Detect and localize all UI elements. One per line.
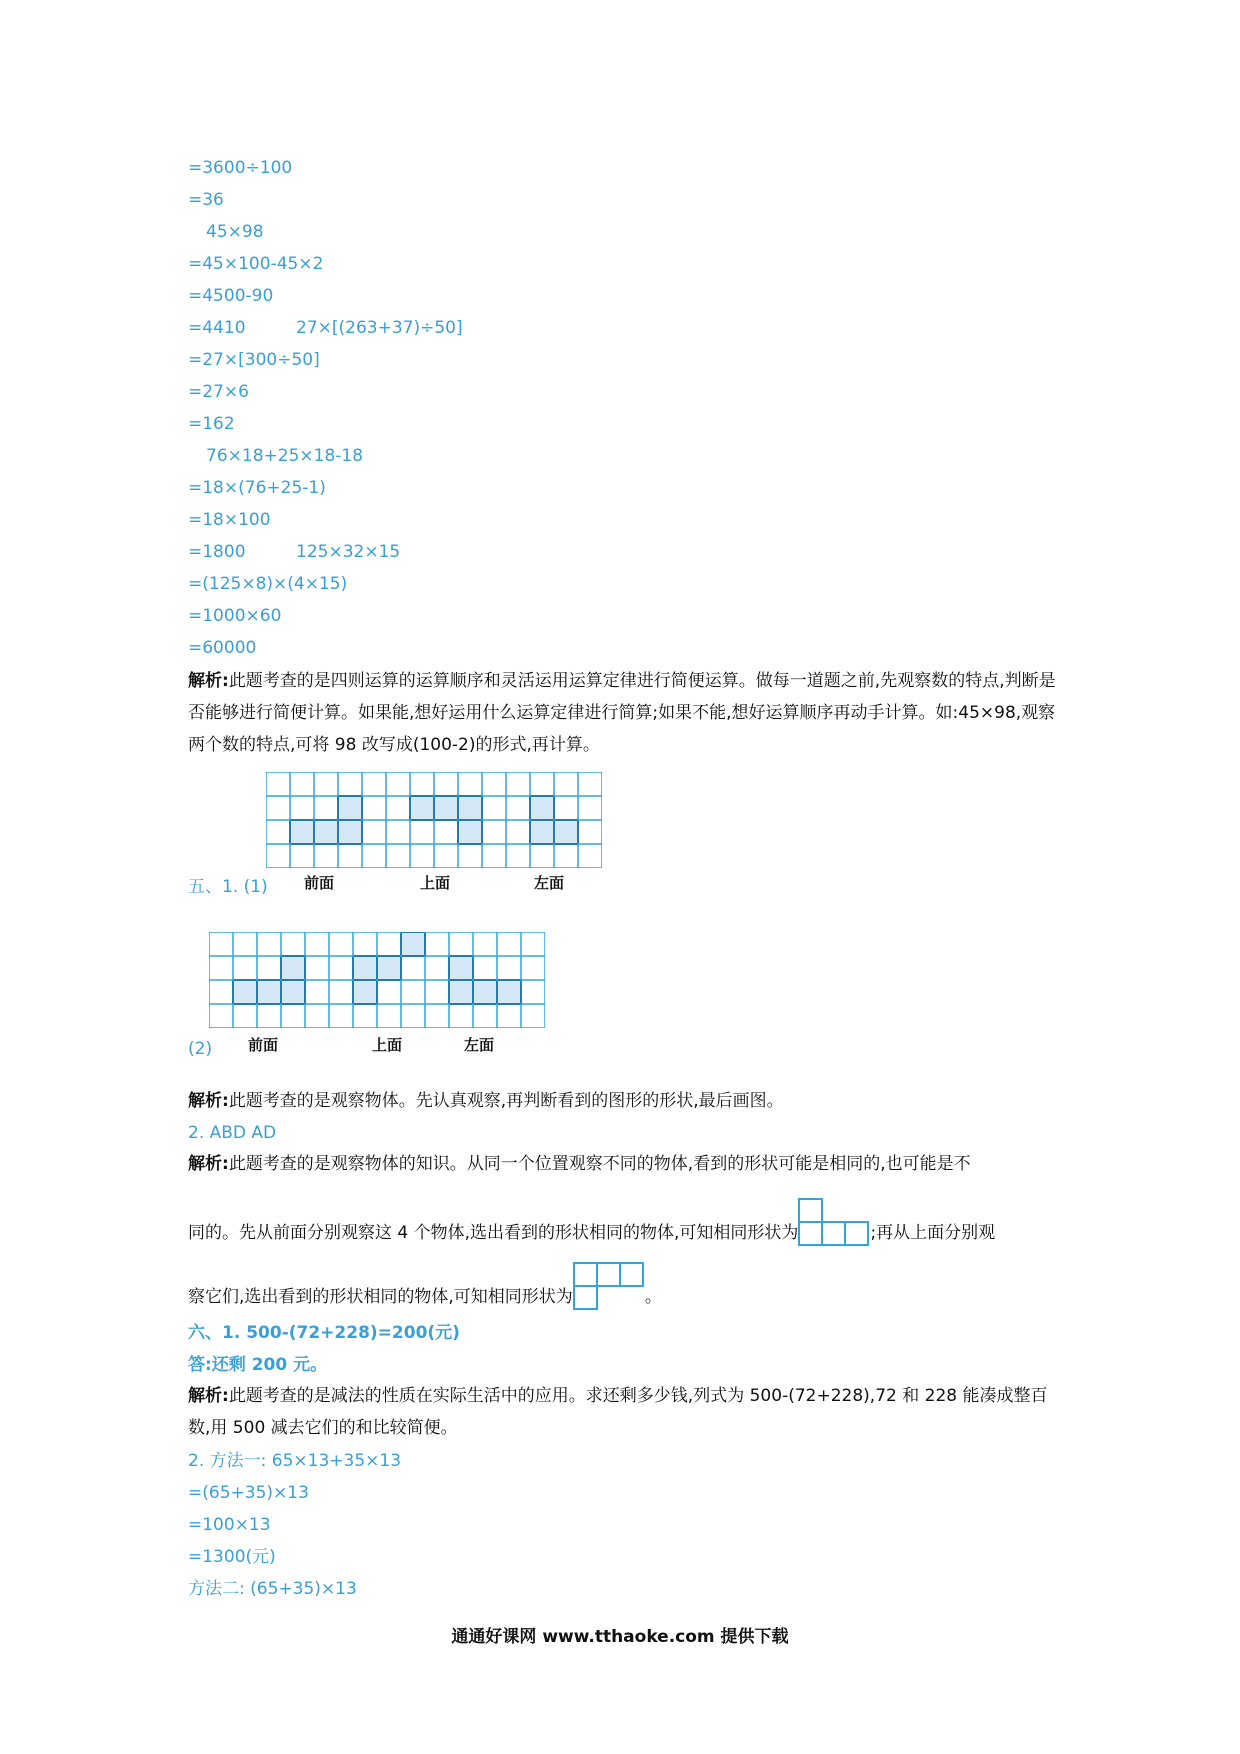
- view-grid-1: [266, 772, 602, 868]
- inverted-l-shape-figure: [573, 1262, 645, 1310]
- calc-line: =60000: [188, 638, 257, 658]
- method-line: 2. 方法一: 65×13+35×13: [188, 1451, 402, 1471]
- analysis-text: 察它们,选出看到的形状相同的物体,可知相同形状为: [188, 1287, 573, 1307]
- view-label-top: 上面: [372, 1036, 403, 1054]
- analysis-paragraph-cont: [188, 1262, 1058, 1310]
- question-line: 六、1. 500-(72+228)=200(元): [188, 1323, 460, 1343]
- calc-line: =36: [188, 190, 224, 210]
- calc-line: =45×100-45×2: [188, 254, 324, 274]
- analysis-text: 。: [644, 1287, 662, 1307]
- analysis-label: 解析:: [188, 1154, 229, 1174]
- calc-line: 76×18+25×18-18: [206, 446, 364, 466]
- view-label-front: 前面: [304, 874, 335, 892]
- analysis-paragraph: [188, 1148, 1058, 1180]
- calc-line: =(65+35)×13: [188, 1483, 309, 1503]
- l-shape-figure: [798, 1198, 870, 1246]
- calc-line: =1800: [188, 542, 246, 562]
- analysis-label: 解析:: [188, 1386, 229, 1406]
- method-line: 方法二: (65+35)×13: [188, 1579, 357, 1599]
- calc-line: =27×[300÷50]: [188, 350, 320, 370]
- answer-line: 2. ABD AD: [188, 1123, 277, 1143]
- calc-line: 27×[(263+37)÷50]: [296, 318, 463, 338]
- view-label-front: 前面: [248, 1036, 279, 1054]
- analysis-paragraph: [188, 1085, 1058, 1117]
- analysis-text: 此题考查的是减法的性质在实际生活中的应用。求还剩多少钱,列式为 500-(72+228),72 和 228 能凑成整百数,用 500 减去它们的和比较简便。: [188, 1386, 1048, 1438]
- calc-line: =(125×8)×(4×15): [188, 574, 348, 594]
- calc-line: =162: [188, 414, 235, 434]
- calc-line: =4500-90: [188, 286, 274, 306]
- calc-line: 125×32×15: [296, 542, 401, 562]
- analysis-paragraph: [188, 665, 1058, 761]
- page-footer: 通通好课网 www.tthaoke.com 提供下载: [451, 1627, 789, 1647]
- view-label-left: 左面: [534, 874, 565, 892]
- calc-line: =3600÷100: [188, 158, 293, 178]
- calc-line: 45×98: [206, 222, 264, 242]
- view-label-left: 左面: [464, 1036, 495, 1054]
- view-label-top: 上面: [420, 874, 451, 892]
- analysis-text: ;再从上面分别观: [870, 1223, 996, 1243]
- question-label: (2): [188, 1039, 213, 1059]
- answer-line: 答:还剩 200 元。: [188, 1355, 328, 1375]
- analysis-paragraph-cont: [188, 1198, 1058, 1246]
- calc-line: =18×(76+25-1): [188, 478, 326, 498]
- analysis-text: 此题考查的是观察物体的知识。从同一个位置观察不同的物体,看到的形状可能是相同的,也可能是不: [228, 1154, 971, 1174]
- calc-line: =27×6: [188, 382, 249, 402]
- analysis-text: 此题考查的是观察物体。先认真观察,再判断看到的图形的形状,最后画图。: [228, 1091, 784, 1111]
- analysis-paragraph: [188, 1380, 1058, 1444]
- calc-line: =4410: [188, 318, 246, 338]
- calc-line: =1300(元): [188, 1547, 276, 1567]
- question-label: 五、1. (1): [188, 877, 268, 897]
- calc-line: =100×13: [188, 1515, 271, 1535]
- view-grid-2: [209, 932, 545, 1028]
- analysis-label: 解析:: [188, 671, 229, 691]
- analysis-text: 此题考查的是四则运算的运算顺序和灵活运用运算定律进行简便运算。做每一道题之前,先观察数的特点,判断是否能够进行简便计算。如果能,想好运用什么运算定律进行简算;如果不能,想好运算顺序再动手计算。如:45×98,观察两个数的特点,可将 98 改写成(100-2)的形式,再计算。: [188, 671, 1056, 755]
- calc-line: =1000×60: [188, 606, 282, 626]
- calc-line: =18×100: [188, 510, 271, 530]
- analysis-text: 同的。先从前面分别观察这 4 个物体,选出看到的形状相同的物体,可知相同形状为: [188, 1223, 799, 1243]
- analysis-label: 解析:: [188, 1091, 229, 1111]
